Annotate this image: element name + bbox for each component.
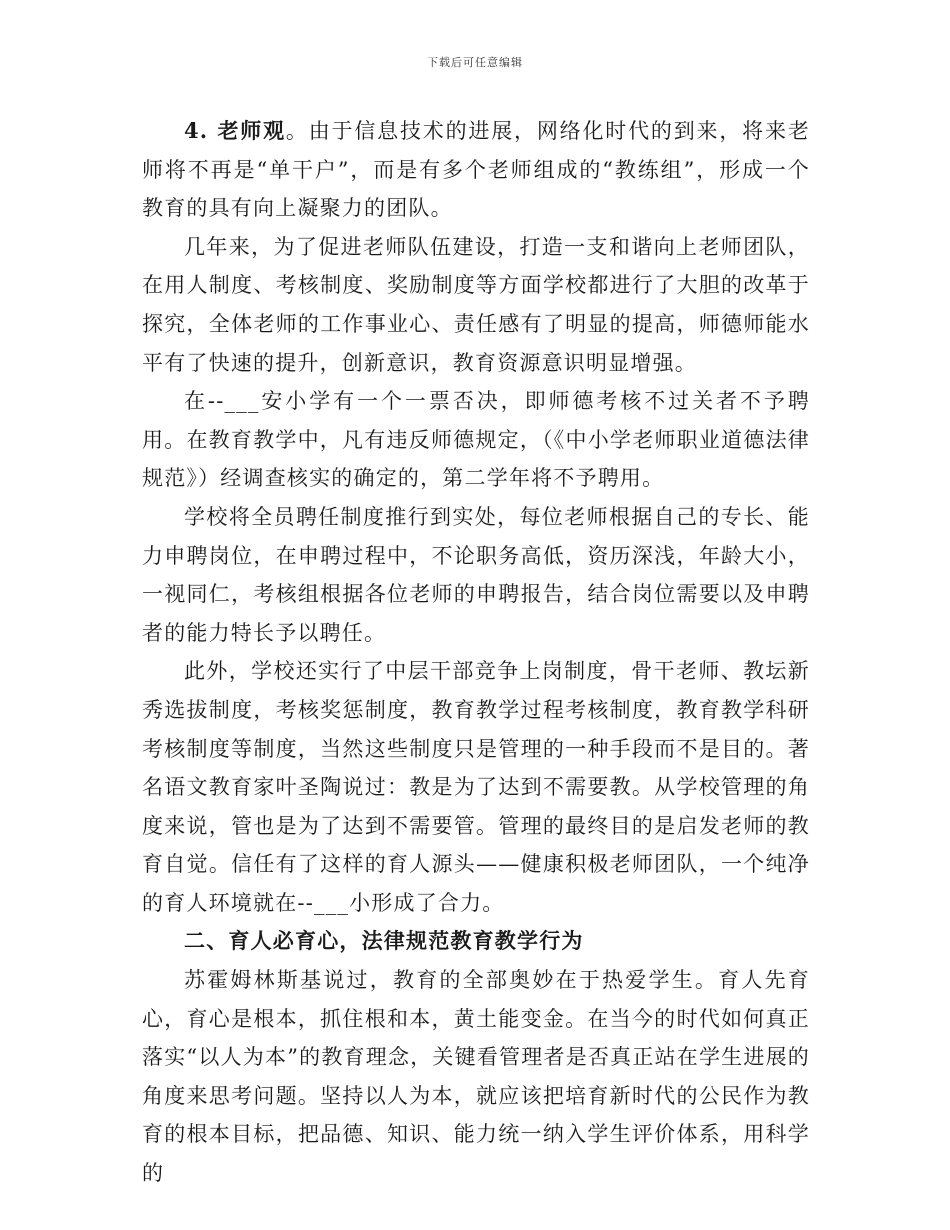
paragraph-other-systems: 此外，学校还实行了中层干部竞争上岗制度，骨干老师、教坛新秀选拔制度，考核奖惩制度，教育教学过程考核制度，教育教学科研考核制度等制度，当然这些制度只是管理的一种手段而不是目的。著名语文教育家叶圣陶说过：教是为了达到不需要教。从学校管理的角度来说，管也是为了达到不需要管。管理的最终目的是启发老师的教育自觉。信任有了这样的育人源头——健康积极老师团队，一个纯净的育人环境就在--___小形成了合力。	[142, 659, 810, 915]
paragraph-text: 。由于信息技术的进展，网络化时代的到来，将来老师将不再是“单干户”，而是有多个老师组成的“教练组”，形成一个教育的具有向上凝聚力的团队。	[142, 119, 810, 221]
paragraph-love-students: 苏霍姆林斯基说过，教育的全部奥妙在于热爱学生。育人先育心，育心是根本，抓住根和本，黄土能变金。在当今的时代如何真正落实“以人为本”的教育理念，关键看管理者是否真正站在学生进展的角度来思考问题。坚持以人为本，就应该把培育新时代的公民作为教育的根本目标，把品德、知识、能力统一纳入学生评价体系，用科学的	[142, 968, 810, 1186]
paragraph-veto-rule: 在--___安小学有一个一票否决，即师德考核不过关者不予聘用。在教育教学中，凡有违反师德规定，（《中小学老师职业道德法律规范》）经调查核实的确定的，第二学年将不予聘用。	[142, 389, 810, 491]
paragraph-lead: 4. 老师观	[184, 118, 286, 143]
document-body	[142, 112, 810, 1193]
page-header-note: 下载后可任意编辑	[427, 56, 523, 69]
paragraph-hiring-system: 学校将全员聘任制度推行到实处，每位老师根据自己的专长、能力申聘岗位，在申聘过程中，不论职务高低，资历深浅，年龄大小，一视同仁，考核组根据各位老师的申聘报告，结合岗位需要以及申聘者的能力特长予以聘任。	[142, 504, 810, 645]
section-heading: 二、育人必育心，法律规范教育教学行为	[184, 928, 584, 954]
paragraph-team-building: 几年来，为了促进老师队伍建设，打造一支和谐向上老师团队，在用人制度、考核制度、奖励制度等方面学校都进行了大胆的改革于探究，全体老师的工作事业心、责任感有了明显的提高，师德师能水平有了快速的提升，创新意识，教育资源意识明显增强。	[142, 234, 810, 375]
paragraph-teacher-view	[142, 112, 810, 228]
